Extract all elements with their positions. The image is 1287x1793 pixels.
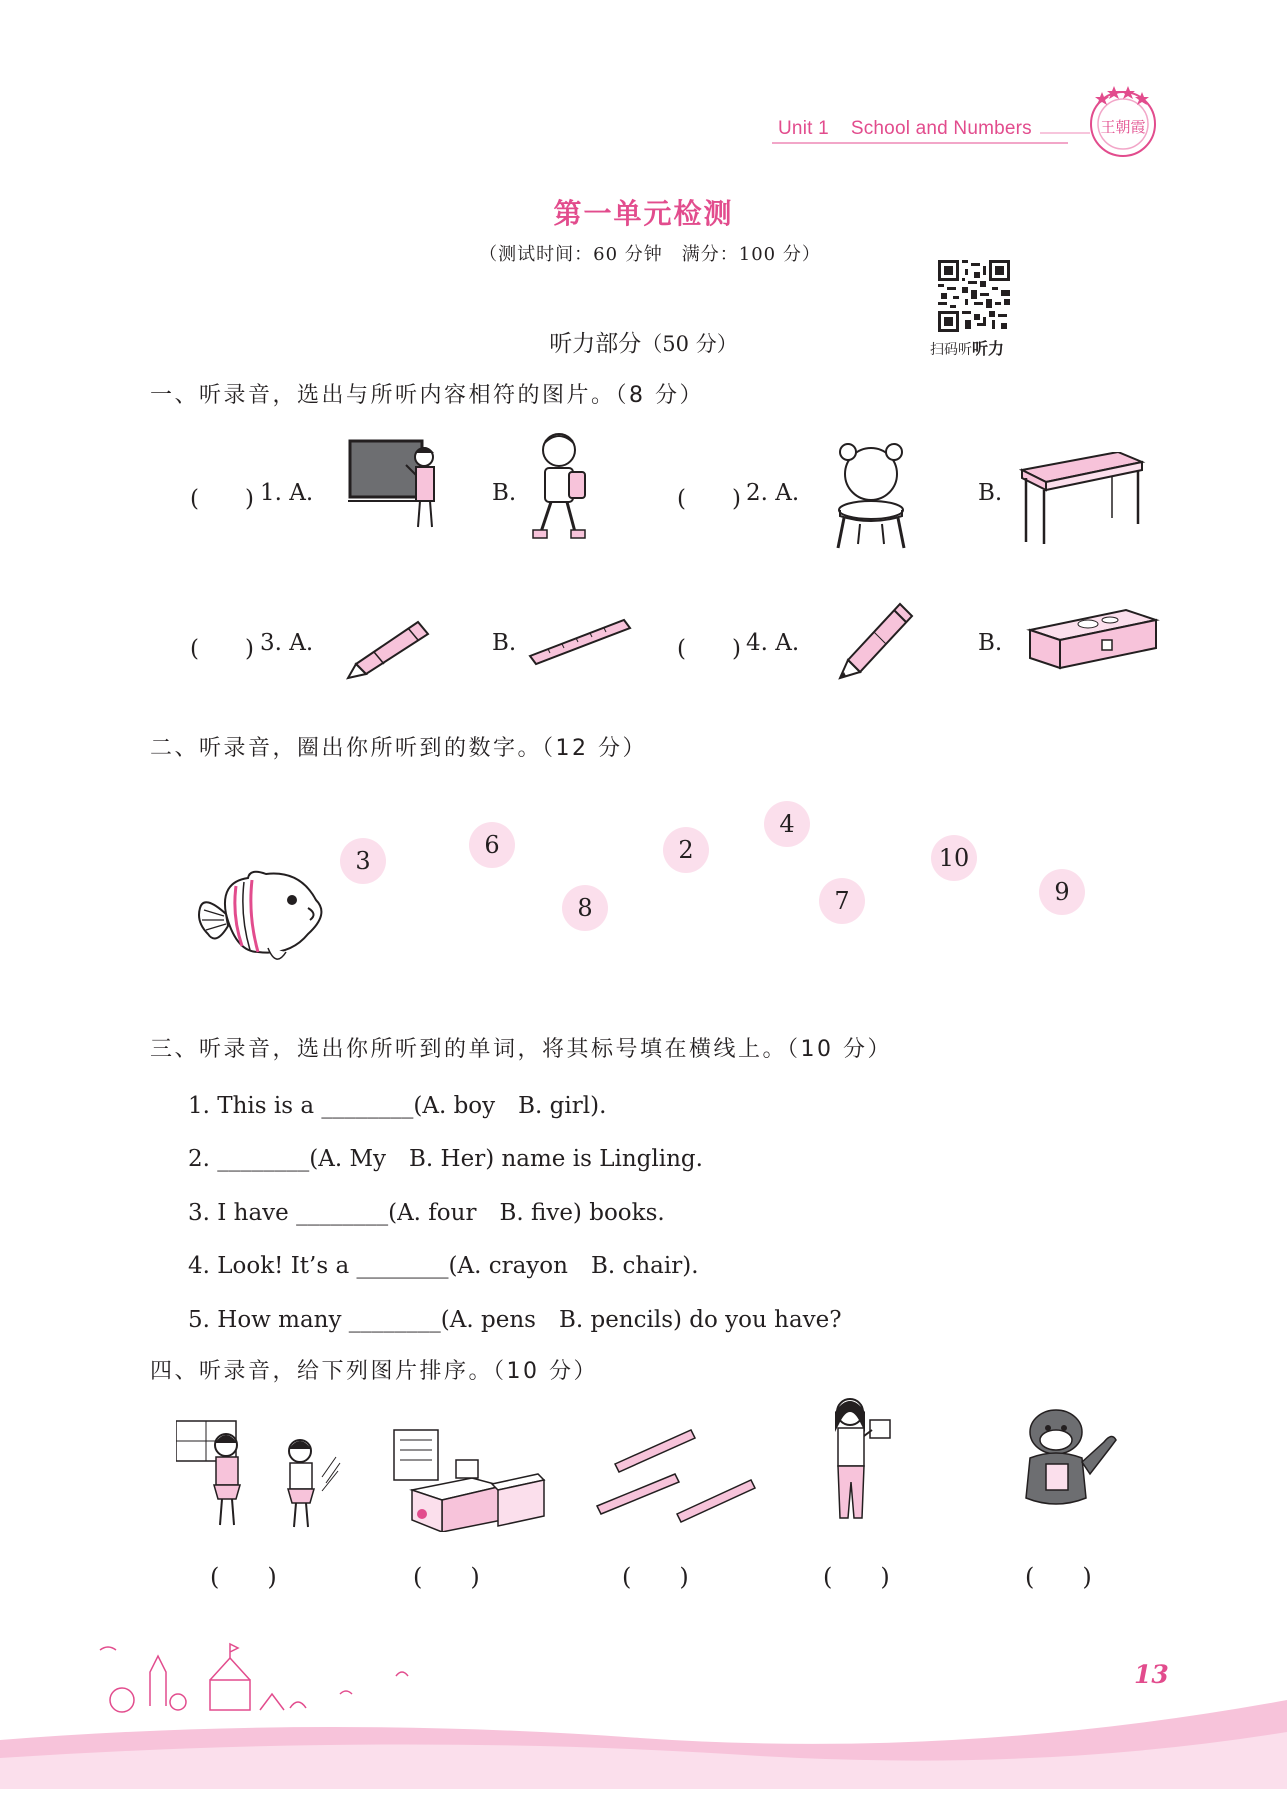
pencil-box-icon[interactable] [1026,606,1160,678]
q2-option-b: B. [978,480,1003,506]
qr-caption-strong: 听力 [972,339,1005,358]
fill-blank-item[interactable]: 4. Look! It’s a ________(A. crayon B. chair). [188,1253,699,1279]
header-unit-number: Unit 1 [778,118,829,139]
castle-landscape-icon [0,1620,1287,1789]
number-bubble[interactable]: 6 [469,822,515,868]
number-bubble[interactable]: 7 [819,878,865,924]
page-subtitle: （测试时间：60 分钟 满分：100 分） [479,244,821,265]
order-answer-paren[interactable]: ( ) [210,1563,277,1591]
number-bubble[interactable]: 10 [931,835,977,881]
q3-number: 3. A. [260,630,314,656]
header-divider [772,142,1068,144]
q4-answer-paren[interactable]: ( ) [677,636,741,662]
number-bubble[interactable]: 4 [764,801,810,847]
fill-blank-item[interactable]: 1. This is a ________(A. boy B. girl). [188,1093,607,1119]
page-title: 第一单元检测 [553,197,734,230]
q4-number: 4. A. [746,630,800,656]
brand-logo [1082,80,1164,160]
seal-icon [1082,80,1164,160]
section1-heading: 一、听录音，选出与所听内容相符的图片。（8 分） [150,383,704,408]
classroom-icon [392,1420,548,1536]
fish-icon [196,860,330,974]
header-unit [778,118,1032,140]
panda-waving-icon [1016,1402,1120,1516]
teacher-blackboard-icon[interactable] [348,435,448,539]
number-bubble[interactable]: 3 [340,838,386,884]
page-number: 13 [1134,1660,1169,1689]
q1-number: 1. A. [260,480,314,506]
number-bubble[interactable]: 9 [1039,869,1085,915]
fill-blank-item[interactable]: 2. ________(A. My B. Her) name is Lingling. [188,1146,703,1172]
q1-answer-paren[interactable]: ( ) [190,486,254,512]
qr-code-icon [938,260,1010,332]
qr-code[interactable] [938,260,1010,332]
number-bubble[interactable]: 8 [562,885,608,931]
rulers-icon [595,1428,757,1528]
pencil-icon[interactable] [834,598,918,686]
two-girls-icon [176,1417,342,1537]
order-answer-paren[interactable]: ( ) [823,1563,890,1591]
q2-answer-paren[interactable]: ( ) [677,486,741,512]
section2-heading: 二、听录音，圈出你所听到的数字。（12 分） [150,736,647,761]
header-unit-title: School and Numbers [850,118,1032,139]
desk-icon[interactable] [1018,452,1146,552]
fill-blank-item[interactable]: 5. How many ________(A. pens B. pencils) do you have? [188,1307,842,1333]
section4-heading: 四、听录音，给下列图片排序。（10 分） [150,1359,598,1384]
ruler-icon[interactable] [528,616,632,670]
chair-icon[interactable] [828,440,914,556]
listening-title-text: 听力部分 [549,331,642,357]
order-answer-paren[interactable]: ( ) [622,1563,689,1591]
svg-text:王朝霞: 王朝霞 [1100,118,1146,136]
crayon-icon[interactable] [344,612,436,684]
boy-with-schoolbag-icon[interactable] [525,428,595,550]
section3-heading: 三、听录音，选出你所听到的单词，将其标号填在横线上。（10 分） [150,1037,892,1062]
q2-number: 2. A. [746,480,800,506]
q3-option-b: B. [492,630,517,656]
fill-blank-item[interactable]: 3. I have ________(A. four B. five) books. [188,1200,665,1226]
girl-holding-book-icon [820,1392,898,1528]
order-answer-paren[interactable]: ( ) [413,1563,480,1591]
qr-caption-prefix: 扫码听 [930,342,972,358]
listening-points: （50 分） [641,332,738,356]
footer-decoration [0,1620,1287,1789]
q4-option-b: B. [978,630,1003,656]
number-bubble[interactable]: 2 [663,827,709,873]
q1-option-b: B. [492,480,517,506]
order-answer-paren[interactable]: ( ) [1025,1563,1092,1591]
listening-part-title [0,325,1287,358]
q3-answer-paren[interactable]: ( ) [190,636,254,662]
